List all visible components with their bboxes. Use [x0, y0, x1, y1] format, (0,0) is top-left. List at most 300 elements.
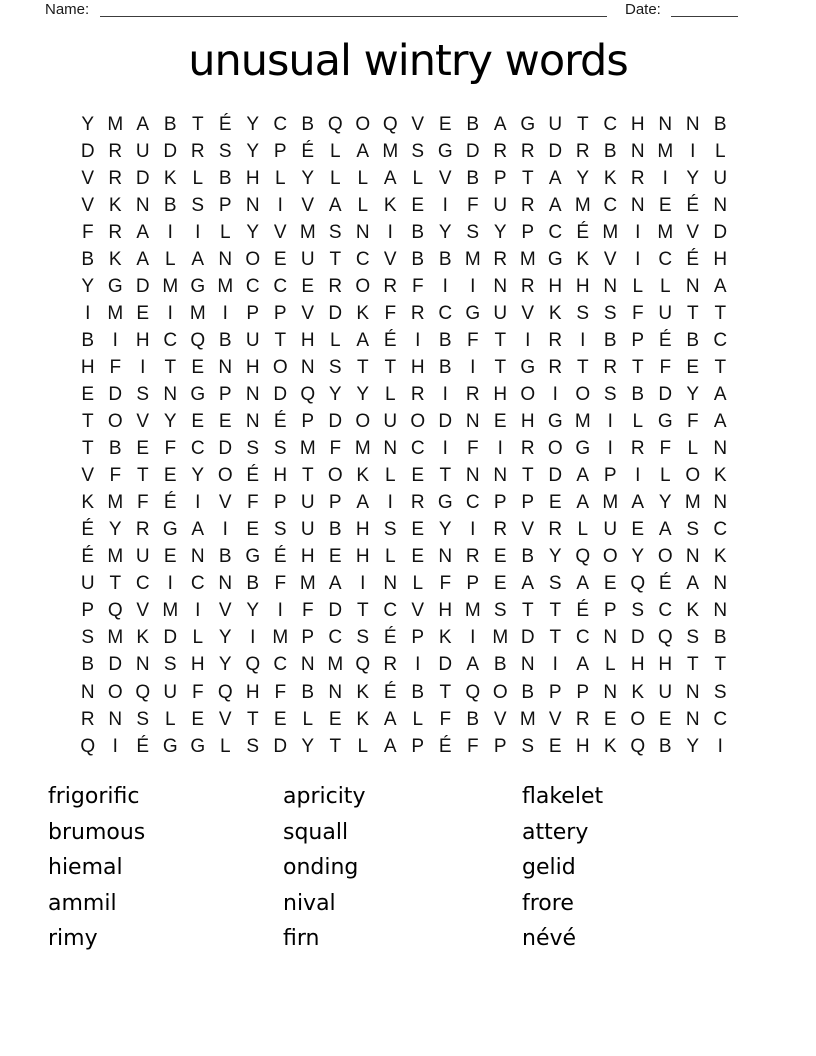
grid-letter: E — [328, 546, 342, 568]
grid-letter: A — [356, 140, 370, 162]
grid-letter: N — [630, 140, 645, 162]
grid-letter: T — [136, 465, 149, 487]
grid-letter: M — [299, 438, 316, 460]
grid-letter: I — [387, 221, 393, 243]
grid-letter: I — [277, 194, 283, 216]
grid-letter: A — [383, 735, 397, 757]
grid-letter: M — [574, 411, 591, 433]
grid-letter: É — [383, 329, 397, 351]
grid-letter: N — [685, 275, 700, 297]
grid-letter: A — [576, 654, 590, 676]
grid-letter: F — [659, 356, 672, 378]
grid-letter: R — [493, 248, 508, 270]
grid-letter: B — [603, 329, 617, 351]
grid-letter: K — [603, 167, 617, 189]
grid-letter: N — [355, 221, 370, 243]
grid-letter: T — [246, 708, 259, 730]
grid-letter: M — [657, 221, 674, 243]
grid-letter: E — [411, 194, 425, 216]
grid-letter: B — [81, 654, 95, 676]
grid-letter: U — [658, 681, 673, 703]
grid-letter: R — [548, 519, 563, 541]
grid-letter: A — [136, 248, 150, 270]
grid-letter: N — [493, 465, 508, 487]
grid-letter: S — [136, 708, 150, 730]
grid-letter: K — [356, 681, 370, 703]
grid-letter: G — [107, 275, 123, 297]
grid-letter: S — [686, 627, 700, 649]
grid-letter: I — [607, 411, 613, 433]
grid-letter: I — [415, 654, 421, 676]
grid-letter: T — [686, 654, 699, 676]
grid-letter: D — [108, 383, 123, 405]
grid-letter: É — [273, 546, 287, 568]
grid-letter: N — [713, 600, 728, 622]
grid-letter: A — [521, 573, 535, 595]
grid-letter: P — [411, 627, 425, 649]
grid-letter: G — [162, 519, 178, 541]
grid-letter: S — [521, 735, 535, 757]
grid-letter: R — [383, 654, 398, 676]
grid-letter: N — [300, 654, 315, 676]
grid-letter: H — [575, 735, 590, 757]
grid-letter: U — [245, 329, 260, 351]
grid-letter: B — [686, 329, 700, 351]
grid-letter: U — [493, 194, 508, 216]
grid-letter: F — [109, 465, 122, 487]
grid-letter: Q — [575, 546, 591, 568]
grid-letter: H — [300, 546, 315, 568]
grid-letter: E — [81, 383, 95, 405]
grid-letter: E — [548, 735, 562, 757]
grid-letter: V — [548, 708, 562, 730]
grid-letter: É — [576, 221, 590, 243]
grid-letter: L — [687, 438, 699, 460]
grid-letter: D — [438, 654, 453, 676]
grid-letter: I — [635, 221, 641, 243]
grid-letter: G — [520, 113, 536, 135]
grid-letter: E — [438, 113, 452, 135]
grid-letter: M — [107, 627, 124, 649]
grid-letter: Q — [190, 329, 206, 351]
grid-letter: A — [713, 383, 727, 405]
grid-letter: E — [493, 573, 507, 595]
grid-letter: T — [521, 600, 534, 622]
grid-letter: B — [713, 627, 727, 649]
grid-letter: N — [658, 113, 673, 135]
grid-letter: P — [631, 329, 645, 351]
grid-letter: B — [218, 329, 232, 351]
grid-letter: D — [630, 627, 645, 649]
grid-letter: A — [576, 573, 590, 595]
grid-letter: S — [273, 519, 287, 541]
grid-letter: R — [548, 329, 563, 351]
grid-letter: Y — [493, 221, 507, 243]
grid-letter: S — [218, 140, 232, 162]
grid-letter: U — [300, 492, 315, 514]
grid-letter: N — [603, 275, 618, 297]
grid-letter: C — [273, 654, 288, 676]
grid-letter: P — [273, 140, 287, 162]
grid-letter: M — [464, 248, 481, 270]
grid-letter: T — [439, 465, 452, 487]
grid-letter: Y — [686, 167, 700, 189]
grid-letter: L — [384, 383, 396, 405]
grid-letter: S — [328, 221, 342, 243]
grid-letter: N — [328, 681, 343, 703]
grid-letter: R — [493, 140, 508, 162]
grid-letter: L — [329, 140, 341, 162]
grid-letter: D — [273, 383, 288, 405]
grid-letter: F — [466, 735, 479, 757]
word-list-item: névé — [522, 926, 577, 952]
grid-letter: B — [411, 248, 425, 270]
grid-letter: I — [635, 248, 641, 270]
grid-letter: B — [163, 194, 177, 216]
grid-letter: M — [107, 546, 124, 568]
grid-letter: R — [410, 383, 425, 405]
grid-letter: I — [552, 654, 558, 676]
grid-letter: Q — [327, 113, 343, 135]
grid-letter: U — [135, 546, 150, 568]
grid-letter: S — [493, 600, 507, 622]
grid-letter: V — [136, 600, 150, 622]
word-list-item: flakelet — [522, 784, 604, 809]
grid-letter: Q — [245, 654, 261, 676]
grid-letter: Y — [301, 735, 315, 757]
grid-letter: L — [357, 167, 369, 189]
grid-letter: V — [411, 600, 425, 622]
grid-letter: Q — [80, 735, 96, 757]
grid-letter: R — [80, 708, 95, 730]
grid-letter: R — [548, 356, 563, 378]
grid-letter: M — [657, 140, 674, 162]
grid-letter: G — [575, 438, 591, 460]
grid-letter: B — [218, 167, 232, 189]
grid-letter: E — [686, 356, 700, 378]
grid-letter: Q — [135, 681, 151, 703]
grid-letter: V — [218, 708, 232, 730]
word-list-item: apricity — [283, 784, 366, 809]
grid-letter: A — [328, 194, 342, 216]
grid-letter: M — [602, 221, 619, 243]
grid-letter: U — [603, 519, 618, 541]
grid-letter: N — [685, 708, 700, 730]
word-list-item: attery — [522, 819, 589, 845]
grid-letter: R — [328, 275, 343, 297]
grid-letter: M — [464, 600, 481, 622]
grid-letter: A — [548, 194, 562, 216]
grid-letter: F — [466, 329, 479, 351]
grid-letter: I — [525, 329, 531, 351]
grid-letter: H — [245, 356, 260, 378]
grid-letter: N — [80, 681, 95, 703]
grid-letter: Y — [246, 140, 260, 162]
grid-letter: U — [300, 248, 315, 270]
grid-letter: T — [329, 735, 342, 757]
grid-letter: I — [195, 492, 201, 514]
grid-letter: H — [245, 681, 260, 703]
grid-letter: F — [439, 708, 452, 730]
grid-letter: I — [497, 438, 503, 460]
grid-letter: R — [410, 492, 425, 514]
grid-letter: N — [218, 248, 233, 270]
grid-letter: K — [356, 708, 370, 730]
grid-letter: H — [658, 654, 673, 676]
grid-letter: T — [356, 600, 369, 622]
grid-letter: T — [714, 302, 727, 324]
grid-letter: R — [108, 221, 123, 243]
grid-letter: C — [355, 248, 370, 270]
grid-letter: F — [466, 194, 479, 216]
grid-letter: G — [547, 248, 563, 270]
grid-letter: H — [355, 546, 370, 568]
grid-letter: V — [383, 248, 397, 270]
grid-letter: A — [576, 492, 590, 514]
grid-letter: V — [81, 194, 95, 216]
grid-letter: D — [520, 627, 535, 649]
grid-letter: N — [218, 573, 233, 595]
grid-letter: K — [576, 248, 590, 270]
grid-letter: R — [630, 167, 645, 189]
grid-letter: U — [658, 302, 673, 324]
grid-letter: T — [549, 627, 562, 649]
grid-letter: É — [438, 735, 452, 757]
grid-letter: A — [686, 573, 700, 595]
grid-letter: M — [272, 627, 289, 649]
grid-letter: S — [191, 194, 205, 216]
grid-letter: I — [662, 167, 668, 189]
grid-letter: I — [442, 438, 448, 460]
grid-letter: L — [192, 167, 204, 189]
grid-letter: S — [246, 438, 260, 460]
grid-letter: N — [603, 627, 618, 649]
grid-letter: M — [354, 438, 371, 460]
grid-letter: K — [136, 627, 150, 649]
grid-letter: T — [191, 113, 204, 135]
grid-letter: F — [191, 681, 204, 703]
grid-letter: T — [164, 356, 177, 378]
grid-letter: M — [602, 492, 619, 514]
grid-letter: M — [189, 302, 206, 324]
grid-letter: É — [301, 140, 315, 162]
grid-letter: I — [470, 519, 476, 541]
grid-letter: A — [713, 275, 727, 297]
grid-letter: T — [81, 438, 94, 460]
grid-letter: G — [437, 140, 453, 162]
grid-letter: M — [162, 600, 179, 622]
grid-letter: A — [576, 465, 590, 487]
grid-letter: R — [108, 140, 123, 162]
grid-letter: I — [360, 573, 366, 595]
grid-letter: D — [163, 140, 178, 162]
grid-letter: E — [163, 465, 177, 487]
grid-letter: E — [301, 275, 315, 297]
grid-letter: U — [300, 519, 315, 541]
grid-letter: V — [301, 194, 315, 216]
grid-letter: H — [630, 654, 645, 676]
grid-letter: E — [163, 546, 177, 568]
grid-letter: C — [603, 194, 618, 216]
grid-letter: R — [520, 438, 535, 460]
grid-letter: K — [713, 465, 727, 487]
grid-letter: I — [442, 275, 448, 297]
grid-letter: N — [630, 194, 645, 216]
grid-letter: E — [191, 356, 205, 378]
word-list-item: ammil — [48, 890, 117, 916]
grid-letter: L — [302, 708, 314, 730]
grid-letter: B — [81, 248, 95, 270]
grid-letter: F — [329, 438, 342, 460]
grid-letter: O — [217, 465, 233, 487]
grid-letter: T — [686, 302, 699, 324]
grid-letter: D — [273, 735, 288, 757]
grid-letter: M — [574, 194, 591, 216]
grid-letter: B — [328, 519, 342, 541]
grid-letter: A — [493, 113, 507, 135]
grid-letter: Y — [218, 654, 232, 676]
grid-letter: O — [272, 356, 288, 378]
grid-letter: I — [415, 329, 421, 351]
grid-letter: E — [603, 573, 617, 595]
grid-letter: E — [136, 438, 150, 460]
grid-letter: T — [494, 356, 507, 378]
grid-letter: V — [218, 600, 232, 622]
word-list-column — [283, 779, 365, 957]
grid-letter: H — [245, 167, 260, 189]
grid-letter: I — [222, 302, 228, 324]
grid-letter: U — [163, 681, 178, 703]
grid-letter: C — [438, 302, 453, 324]
grid-letter: T — [356, 356, 369, 378]
grid-letter: T — [301, 465, 314, 487]
word-list-item: brumous — [48, 819, 146, 845]
grid-letter: L — [357, 194, 369, 216]
grid-letter: N — [163, 383, 178, 405]
grid-letter: V — [81, 465, 95, 487]
grid-letter: G — [245, 546, 261, 568]
date-fill-line — [671, 2, 738, 17]
grid-letter: B — [658, 735, 672, 757]
grid-letter: E — [328, 708, 342, 730]
grid-letter: F — [439, 573, 452, 595]
grid-letter: R — [108, 167, 123, 189]
grid-letter: E — [273, 708, 287, 730]
grid-letter: É — [218, 113, 232, 135]
grid-letter: D — [135, 167, 150, 189]
grid-letter: N — [685, 681, 700, 703]
grid-letter: T — [109, 573, 122, 595]
grid-letter: U — [713, 167, 728, 189]
grid-letter: N — [383, 438, 398, 460]
grid-letter: P — [411, 735, 425, 757]
word-list-item: frigorific — [48, 784, 140, 809]
grid-letter: L — [632, 411, 644, 433]
grid-letter: N — [218, 356, 233, 378]
grid-letter: B — [466, 113, 480, 135]
grid-letter: É — [273, 411, 287, 433]
grid-letter: D — [328, 302, 343, 324]
grid-letter: L — [357, 735, 369, 757]
grid-letter: V — [686, 221, 700, 243]
grid-letter: B — [603, 140, 617, 162]
grid-letter: S — [136, 383, 150, 405]
grid-letter: S — [686, 519, 700, 541]
grid-letter: B — [301, 681, 315, 703]
grid-letter: C — [575, 627, 590, 649]
grid-letter: O — [547, 438, 563, 460]
grid-letter: Y — [81, 275, 95, 297]
grid-letter: G — [162, 735, 178, 757]
grid-letter: N — [465, 465, 480, 487]
grid-letter: Y — [356, 383, 370, 405]
grid-letter: Y — [328, 383, 342, 405]
grid-letter: B — [521, 681, 535, 703]
grid-letter: N — [713, 194, 728, 216]
grid-letter: A — [136, 113, 150, 135]
grid-letter: L — [219, 735, 231, 757]
grid-letter: U — [493, 302, 508, 324]
grid-letter: L — [577, 519, 589, 541]
grid-letter: K — [438, 627, 452, 649]
grid-letter: I — [167, 302, 173, 324]
grid-letter: P — [576, 681, 590, 703]
grid-letter: P — [493, 167, 507, 189]
grid-letter: Y — [191, 465, 205, 487]
grid-letter: Y — [246, 221, 260, 243]
grid-letter: T — [494, 329, 507, 351]
grid-letter: D — [548, 140, 563, 162]
grid-letter: S — [328, 356, 342, 378]
grid-letter: K — [356, 465, 370, 487]
grid-letter: L — [164, 708, 176, 730]
grid-letter: M — [107, 492, 124, 514]
grid-letter: L — [329, 329, 341, 351]
grid-letter: S — [631, 600, 645, 622]
grid-letter: O — [107, 681, 123, 703]
grid-letter: C — [465, 492, 480, 514]
grid-letter: B — [521, 546, 535, 568]
grid-letter: I — [195, 600, 201, 622]
grid-letter: P — [328, 492, 342, 514]
grid-letter: E — [246, 519, 260, 541]
grid-letter: T — [384, 356, 397, 378]
grid-letter: H — [438, 600, 453, 622]
grid-letter: N — [713, 438, 728, 460]
word-list-item: frore — [522, 890, 574, 916]
grid-letter: P — [246, 302, 260, 324]
grid-letter: A — [631, 492, 645, 514]
grid-letter: L — [412, 167, 424, 189]
grid-letter: H — [630, 113, 645, 135]
grid-letter: Y — [163, 411, 177, 433]
word-list-item: gelid — [522, 855, 576, 881]
grid-letter: D — [465, 140, 480, 162]
grid-letter: C — [548, 221, 563, 243]
grid-letter: D — [218, 438, 233, 460]
grid-letter: K — [548, 302, 562, 324]
grid-letter: T — [549, 600, 562, 622]
grid-letter: F — [246, 492, 259, 514]
grid-letter: P — [273, 492, 287, 514]
grid-letter: C — [603, 113, 618, 135]
grid-letter: E — [631, 519, 645, 541]
grid-letter: P — [493, 492, 507, 514]
grid-letter: O — [355, 275, 371, 297]
grid-letter: E — [273, 248, 287, 270]
grid-letter: N — [135, 654, 150, 676]
name-fill-line — [100, 2, 607, 17]
